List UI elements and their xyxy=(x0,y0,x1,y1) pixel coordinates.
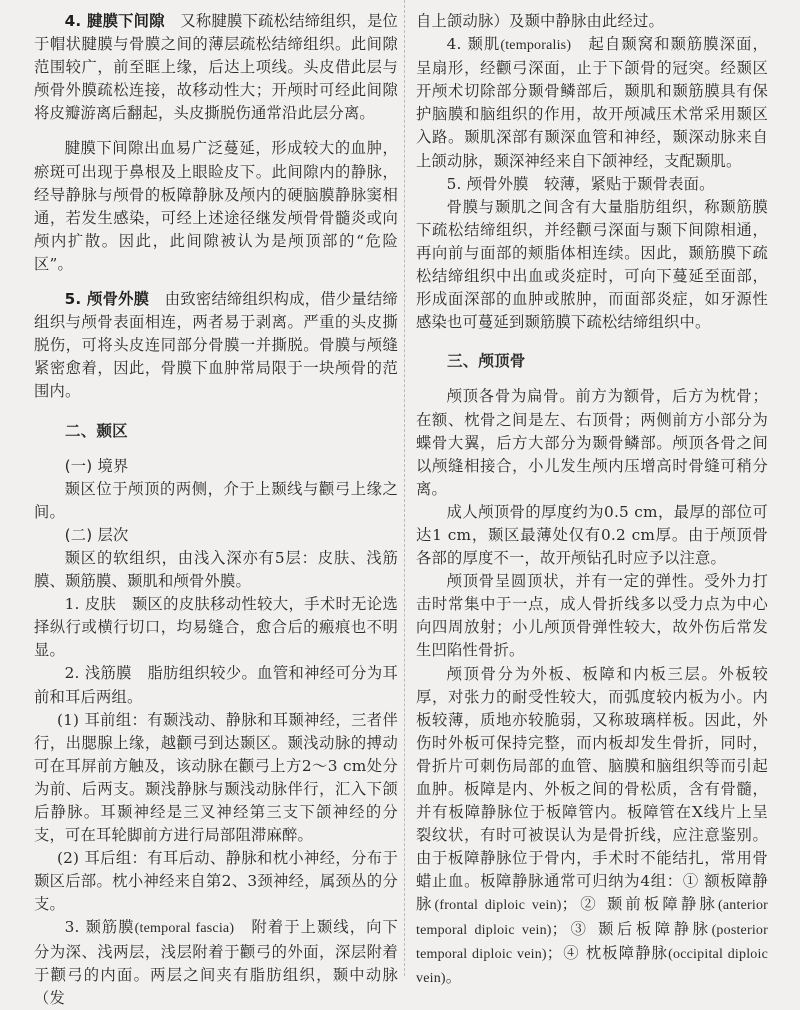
left-column xyxy=(34,10,398,1010)
paragraph-text: 。 xyxy=(445,967,462,986)
paragraph-text: ；③ 颞后板障静脉 xyxy=(551,919,712,938)
paragraph-layers: 颞区的软组织，由浅入深亦有5层：皮肤、浅筋膜、颞筋膜、颞肌和颅骨外膜。 xyxy=(34,548,398,591)
paragraph-text: 较薄，紧贴于颞骨表面。 xyxy=(544,174,715,193)
paragraph-text: 又称腱膜下疏松结缔组织，是位于帽状腱膜与骨膜之间的薄层疏松结缔组织。此间隙范围较广，前至眶上缘，后达上项线。头皮借此层与颅骨外膜疏松连接，故移动性大；开颅时可经此间隙将皮瓣游离后翻起，头皮撕脱伤通常沿此层分离。 xyxy=(34,12,398,123)
paragraph-danger-zone: 腱膜下间隙出血易广泛蔓延，形成较大的血肿，瘀斑可出现于鼻根及上眼睑皮下。此间隙内的静脉，经导静脉与颅骨的板障静脉及颅内的硬脑膜静脉窦相通，若发生感染，可经上述途径继发颅骨骨髓炎或向颅内扩散。因此，此间隙被认为是颅顶部的“危险区”。 xyxy=(34,139,398,273)
latin-term: (temporalis) xyxy=(500,38,572,54)
paragraph-pericranium xyxy=(34,288,398,403)
paragraph-text: 脂肪组织较少。血管和神经可分为耳前和耳后两组。 xyxy=(34,664,398,706)
column-divider xyxy=(404,0,405,976)
paragraph-temporalis xyxy=(416,33,768,173)
paragraph-temporal-fascia xyxy=(34,916,398,1009)
paragraph-preauricular-group: (1) 耳前组：有颞浅动、静脉和耳颞神经，三者伴行，出腮腺上缘，越颧弓到达颞区。颞浅动脉的搏动可在耳屏前方触及，该动脉在颧弓上方2～3 cm处分为前、后两支。颞浅静脉与颞浅动脉伴行，汇入下颌后静脉。耳颞神经是三叉神经第三支下颌神经的分支，可在耳轮脚前方进行局部阻滞麻醉。 xyxy=(34,710,398,845)
paragraph-text: 起自颞窝和颞筋膜深面，呈扇形，经颧弓深面，止于下颌骨的冠突。经颞区开颅术切除部分颞骨鳞部后，颞肌和颞筋膜具有保护脑膜和脑组织的作用，故开颅减压术常采用颞区入路。颞肌深部有颞深血管和神经，颞深动脉来自上颌动脉，颞深神经来自下颌神经，支配颞肌。 xyxy=(416,35,768,170)
term-heading: 1. 皮肤 xyxy=(64,595,117,614)
subsection-layers-title: (二) 层次 xyxy=(64,525,129,544)
paragraph-skin xyxy=(34,593,398,662)
paragraph-elasticity: 颅顶骨呈圆顶状，并有一定的弹性。受外力打击时常集中于一点，成人骨折线多以受力点为中心向四周放射；小儿颅顶骨弹性较大，故外伤后常发生凹陷性骨折。 xyxy=(416,572,768,660)
section-title-calvaria: 三、颅顶骨 xyxy=(447,352,526,371)
term-heading: 4. 腱膜下间隙 xyxy=(64,12,165,30)
right-column xyxy=(416,10,768,990)
latin-term: (frontal diploic vein) xyxy=(434,898,562,914)
paragraph-thickness: 成人颅顶骨的厚度约为0.5 cm，最厚的部位可达1 cm，颞区最薄处仅有0.2 cm厚。由于颅顶骨各部的厚度不一，故开颅钻孔时应予以注意。 xyxy=(416,502,768,568)
paragraph-boundary: 颞区位于颅顶的两侧，介于上颞线与颧弓上缘之间。 xyxy=(34,479,398,521)
term-heading: 5. 颅骨外膜 xyxy=(446,174,529,193)
latin-term: (posterior temporal diploic vein) xyxy=(416,922,768,962)
paragraph-calvaria-bones: 颅顶各骨为扁骨。前方为额骨，后方为枕骨；在额、枕骨之间是左、右顶骨；两侧前方小部分为蝶骨大翼，后方大部分为颞骨鳞部。颅顶各骨之间以颅缝相接合，小儿发生颅内压增高时骨缝可稍分离。 xyxy=(416,387,768,498)
section-title-temporal-region: 二、颞区 xyxy=(65,421,128,440)
paragraph-diploe xyxy=(416,663,768,990)
paragraph-text: ；④ 枕板障静脉 xyxy=(546,943,669,962)
latin-term: (temporal fascia) xyxy=(134,921,235,937)
paragraph-text: 颅顶骨分为外板、板障和内板三层。外板较厚，对张力的耐受性较大，而弧度较内板为小。内板较薄，质地亦较脆弱，又称玻璃样板。因此，外伤时外板可保持完整，而内板却发生骨折，同时，骨折片可刺伤局部的血管、脑膜和脑组织等而引起血肿。板障是内、外板之间的骨松质，含有骨髓，并有板障静脉位于板障管内。板障管在X线片上呈裂纹状，有时可被误认为是骨折线，应注意鉴别。由于板障静脉位于骨内，手术时不能结扎，常用骨蜡止血。板障静脉通常可归纳为4组：① 额板障静脉 xyxy=(416,664,768,914)
paragraph-superficial-fascia xyxy=(34,662,398,708)
term-heading: 2. 浅筋膜 xyxy=(64,664,132,683)
paragraph-continued: 自上颌动脉）及颞中静脉由此经过。 xyxy=(416,12,664,30)
term-heading: 4. 颞肌 xyxy=(446,35,501,54)
paragraph-text: 颞区的皮肤移动性较大，手术时无论选择纵行或横行切口，均易缝合，愈合后的瘢痕也不明显。 xyxy=(34,595,398,660)
paragraph-text: 附着于上颞线，向下分为深、浅两层，浅层附着于颧弓的外面，深层附着于颧弓的内面。两层之间夹有脂肪组织，颞中动脉（发 xyxy=(34,918,398,1007)
paragraph-subaponeurotic-space xyxy=(34,10,398,125)
subsection-boundary-title: (一) 境界 xyxy=(64,456,129,475)
latin-term: (occipital diploic vein) xyxy=(416,946,768,986)
paragraph-postauricular-group: (2) 耳后组：有耳后动、静脉和枕小神经，分布于颞区后部。枕小神经来自第2、3颈神经，属颈丛的分支。 xyxy=(34,849,398,914)
paragraph-subfascial-tissue: 骨膜与颞肌之间含有大量脂肪组织，称颞筋膜下疏松结缔组织，并经颧弓深面与颞下间隙相通，再向前与面部的颊脂体相连续。因此，颞筋膜下疏松结缔组织中出血或炎症时，可向下蔓延至面部，形成面深部的血肿或脓肿，而面部炎症，如牙源性感染也可蔓延到颞筋膜下疏松结缔组织中。 xyxy=(416,197,768,332)
paragraph-text: ；② 颞前板障静脉 xyxy=(561,895,719,914)
paragraph-temporal-pericranium xyxy=(416,173,768,196)
term-heading: 3. 颞筋膜 xyxy=(64,918,135,937)
paragraph-text: 由致密结缔组织构成，借少量结缔组织与颅骨表面相连，两者易于剥离。严重的头皮撕脱伤，可将头皮连同部分骨膜一并撕脱。骨膜与颅缝紧密愈着，因此，骨膜下血肿常局限于一块颅骨的范围内。 xyxy=(34,290,398,401)
term-heading: 5. 颅骨外膜 xyxy=(64,290,150,309)
latin-term: (anterior temporal diploic vein) xyxy=(416,898,769,938)
